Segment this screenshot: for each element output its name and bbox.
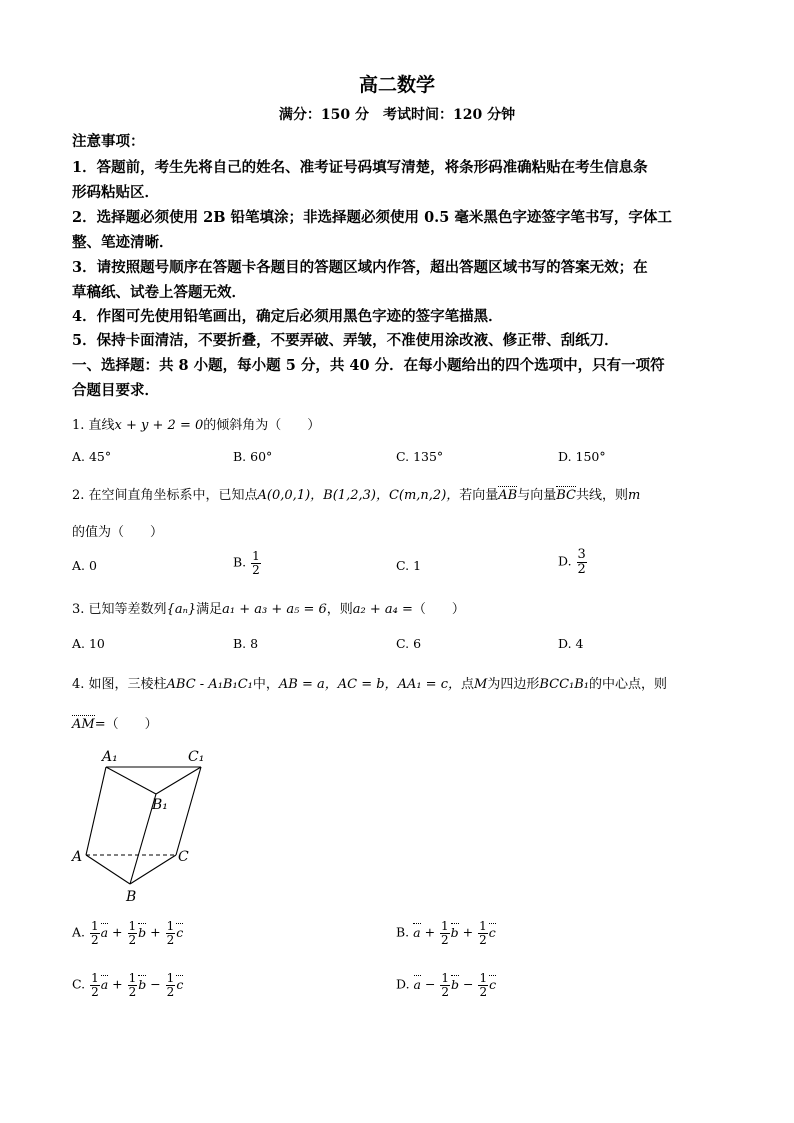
vector-symbol: a bbox=[100, 976, 109, 992]
q4-quad: BCC₁B₁ bbox=[539, 677, 590, 692]
q3-text: 3. 已知等差数列 bbox=[72, 602, 167, 617]
q2-option-a[interactable]: A. 0 bbox=[72, 558, 97, 573]
notice-line: 草稿纸、试卷上答题无效． bbox=[72, 284, 246, 301]
q1-option-a[interactable]: A. 45° bbox=[72, 449, 112, 464]
section-heading: 一、选择题：共 8 小题，每小题 5 分，共 40 分．在每小题给出的四个选项中，只有一项符 bbox=[72, 357, 665, 374]
notice-line: 整、笔迹清晰． bbox=[72, 234, 174, 251]
vector-symbol: b bbox=[450, 924, 459, 940]
vector-symbol: c bbox=[489, 976, 497, 992]
q2-option-b-label: B. bbox=[233, 554, 247, 570]
question-1 bbox=[72, 414, 320, 433]
q2-point-b: B(1,2,3)， bbox=[323, 488, 389, 503]
q4-vector-am: AM bbox=[72, 717, 95, 732]
q2-option-c[interactable]: C. 1 bbox=[396, 558, 422, 573]
q3-condition: a₁ + a₃ + a₅ = 6 bbox=[222, 602, 327, 617]
notice-line: 形码粘贴区． bbox=[72, 184, 159, 201]
operator: + bbox=[108, 976, 127, 992]
fraction: $\frac{1}{2}$ bbox=[166, 971, 175, 999]
operator: + bbox=[146, 924, 165, 940]
q4-text: 的中心点，则 bbox=[589, 677, 668, 692]
q2-point-a: A(0,0,1)， bbox=[257, 488, 324, 503]
q2-option-b[interactable] bbox=[233, 550, 262, 576]
option-label: A. bbox=[72, 924, 89, 940]
fraction: $\frac{1}{2}$ bbox=[441, 919, 449, 947]
fraction: $\frac{1}{2}$ bbox=[128, 919, 137, 947]
q4-option-d[interactable] bbox=[396, 972, 496, 998]
vector-symbol: a bbox=[413, 924, 421, 940]
notice-line: 3．请按照题号顺序在答题卡各题目的答题区域内作答，超出答题区域书写的答案无效；在 bbox=[72, 259, 648, 276]
edge-a1b1 bbox=[106, 767, 156, 794]
vector-symbol: c bbox=[176, 976, 184, 992]
notice-heading: 注意事项： bbox=[72, 133, 145, 150]
vector-symbol: c bbox=[176, 924, 184, 940]
q4-vector-aa1: AA₁ = c， bbox=[397, 677, 461, 692]
edge-aa1 bbox=[86, 767, 106, 855]
q3-option-c[interactable]: C. 6 bbox=[396, 636, 422, 651]
q1-prefix: 1. 直线 bbox=[72, 418, 115, 433]
notice-line: 2．选择题必须使用 2B 铅笔填涂；非选择题必须使用 0.5 毫米黑色字迹签字笔书写，字体工 bbox=[72, 209, 672, 226]
vector-symbol: a bbox=[413, 976, 421, 992]
option-label: C. bbox=[72, 976, 90, 992]
q4-option-c[interactable] bbox=[72, 972, 183, 998]
q4-option-a[interactable] bbox=[72, 920, 183, 946]
fraction: $\frac{1}{2}$ bbox=[128, 971, 137, 999]
notice-line: 1．答题前，考生先将自己的姓名、准考证号码填写清楚，将条形码准确粘贴在考生信息条 bbox=[72, 159, 648, 176]
q2-point-c: C(m,n,2)， bbox=[388, 488, 460, 503]
operator: − bbox=[420, 976, 440, 992]
q2-text: 与向量 bbox=[517, 488, 557, 503]
label-a: A bbox=[72, 849, 83, 865]
vector-symbol: a bbox=[100, 924, 109, 940]
prism-figure bbox=[66, 744, 216, 906]
fraction: $\frac{1}{2}$ bbox=[479, 919, 487, 947]
q3-option-b[interactable]: B. 8 bbox=[233, 636, 259, 651]
operator: − bbox=[146, 976, 165, 992]
q3-option-a[interactable]: A. 10 bbox=[72, 636, 105, 651]
section-heading-cont: 合题目要求． bbox=[72, 382, 159, 399]
q2-text: 若向量 bbox=[459, 488, 499, 503]
q2-vector-ab: AB bbox=[498, 488, 518, 503]
q4-text: 中， bbox=[252, 677, 279, 692]
q2-option-d[interactable] bbox=[558, 548, 588, 576]
edge-ab bbox=[86, 855, 130, 884]
q3-text: 满足 bbox=[196, 602, 223, 617]
label-c: C bbox=[178, 849, 189, 865]
q4-text: 点 bbox=[461, 677, 475, 692]
vector-symbol: b bbox=[138, 976, 147, 992]
notice-line: 4．作图可先使用铅笔画出，确定后必须用黑色字迹的签字笔描黑． bbox=[72, 308, 503, 325]
fraction: $\frac{1}{2}$ bbox=[252, 549, 260, 577]
question-2 bbox=[72, 484, 640, 503]
vector-symbol: c bbox=[488, 924, 496, 940]
fraction: $\frac{1}{2}$ bbox=[479, 971, 488, 999]
fraction: $\frac{1}{2}$ bbox=[441, 971, 450, 999]
q4-vector-ab: AB = a， bbox=[278, 677, 338, 692]
q4-line2 bbox=[72, 713, 158, 732]
q3-text: ，则 bbox=[326, 602, 353, 617]
operator: − bbox=[459, 976, 478, 992]
q3-ask: a₂ + a₄ = bbox=[352, 602, 413, 617]
q4-point-m: M bbox=[474, 677, 488, 692]
q1-option-d[interactable]: D. 150° bbox=[558, 449, 606, 464]
fraction: $\frac{1}{2}$ bbox=[166, 919, 175, 947]
notice-line: 5．保持卡面清洁，不要折叠，不要弄破、弄皱，不准使用涂改液、修正带、刮纸刀． bbox=[72, 332, 619, 349]
question-3 bbox=[72, 598, 465, 617]
operator: + bbox=[108, 924, 127, 940]
label-b1: B₁ bbox=[152, 797, 168, 813]
operator: + bbox=[458, 924, 478, 940]
q2-line2: 的值为（ ） bbox=[72, 525, 164, 540]
q4-text: 4. 如图，三棱柱 bbox=[72, 677, 167, 692]
fraction: $\frac{3}{2}$ bbox=[577, 547, 586, 577]
option-label: B. bbox=[396, 924, 414, 940]
q4-option-b[interactable] bbox=[396, 920, 496, 946]
fraction: $\frac{1}{2}$ bbox=[91, 971, 99, 999]
q1-option-c[interactable]: C. 135° bbox=[396, 449, 444, 464]
operator: + bbox=[420, 924, 440, 940]
q4-prism: ABC - A₁B₁C₁ bbox=[166, 677, 253, 692]
exam-info: 满分：150 分 考试时间：120 分钟 bbox=[278, 107, 516, 123]
fraction: $\frac{1}{2}$ bbox=[90, 919, 99, 947]
question-4 bbox=[72, 673, 667, 692]
q2-text: 共线，则 bbox=[576, 488, 629, 503]
label-b: B bbox=[126, 889, 137, 905]
q2-vector-bc: BC bbox=[556, 488, 577, 503]
q3-text: （ ） bbox=[412, 602, 465, 617]
label-a1: A₁ bbox=[102, 749, 118, 765]
q4-ask-tail: =（ ） bbox=[94, 717, 158, 732]
label-c1: C₁ bbox=[188, 749, 205, 765]
option-label: D. bbox=[396, 976, 414, 992]
q1-option-b[interactable]: B. 60° bbox=[233, 449, 273, 464]
vector-symbol: b bbox=[138, 924, 147, 940]
q1-formula: x + y + 2 = 0 bbox=[114, 418, 204, 433]
vector-symbol: b bbox=[451, 976, 460, 992]
q2-option-d-label: D. bbox=[558, 553, 572, 569]
q4-vector-ac: AC = b， bbox=[337, 677, 398, 692]
q3-sequence: {aₙ} bbox=[166, 602, 197, 617]
q2-text: 2. 在空间直角坐标系中，已知点 bbox=[72, 488, 258, 503]
q4-text: 为四边形 bbox=[487, 677, 540, 692]
page-title: 高二数学 bbox=[358, 74, 435, 96]
q1-suffix: 的倾斜角为（ ） bbox=[203, 418, 321, 433]
q2-var-m: m bbox=[628, 488, 641, 503]
q3-option-d[interactable]: D. 4 bbox=[558, 636, 584, 651]
